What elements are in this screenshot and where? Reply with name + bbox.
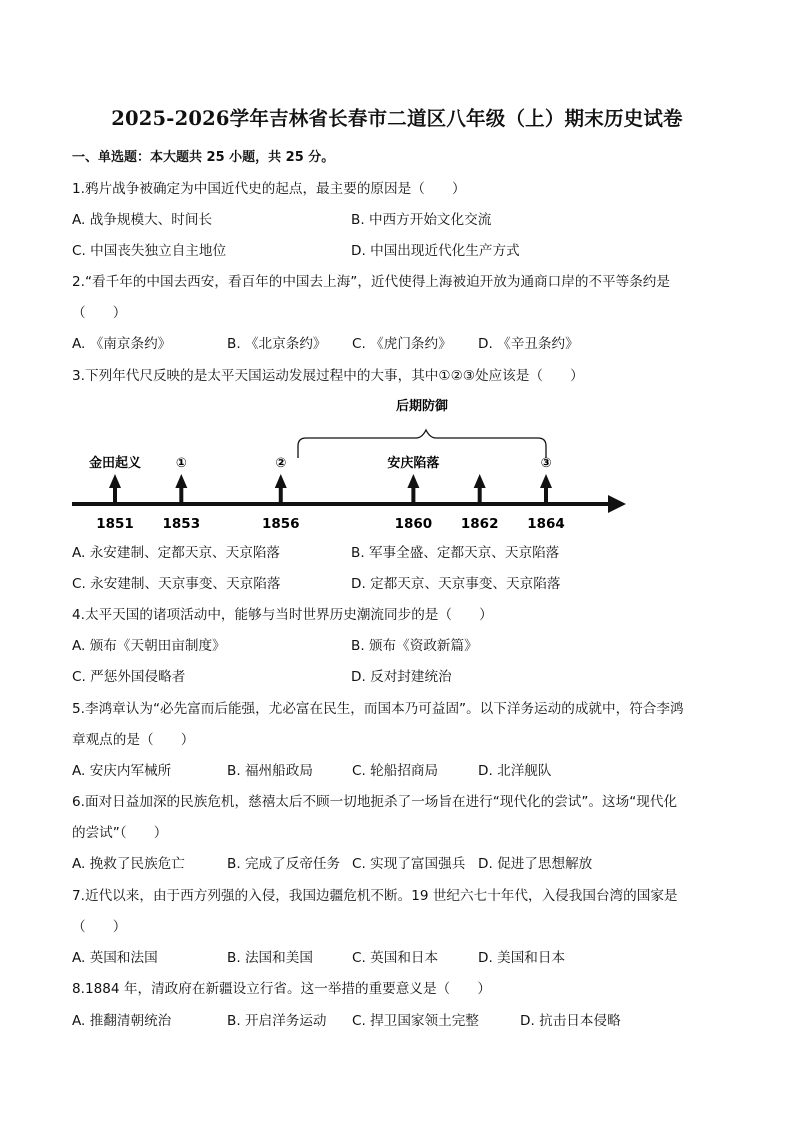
q4-option-a: A. 颁布《天朝田亩制度》: [72, 638, 226, 654]
timeline-year-label: 1864: [527, 516, 565, 532]
q6-option-a: A. 挽救了民族危亡: [72, 856, 185, 872]
question-7-stem-cont: （ ）: [72, 919, 127, 935]
q8-option-d: D. 抗击日本侵略: [520, 1013, 621, 1029]
q5-option-c: C. 轮船招商局: [352, 763, 439, 779]
timeline-marker-arrow: [175, 474, 187, 488]
timeline-year-label: 1851: [96, 516, 134, 532]
question-7-stem: 7.近代以来，由于西方列强的入侵，我国边疆危机不断。19 世纪六七十年代，入侵我国台湾的国家是: [72, 888, 678, 904]
timeline-marker-stem: [113, 486, 117, 504]
timeline-arrowhead: [608, 495, 626, 513]
q6-option-b: B. 完成了反帝任务: [227, 856, 341, 872]
timeline-event-label: 金田起义: [88, 456, 142, 471]
timeline-event-label: ③: [540, 456, 552, 471]
q4-option-d: D. 反对封建统治: [351, 669, 452, 685]
timeline-year-label: 1853: [162, 516, 201, 532]
timeline-event-label: ②: [275, 456, 287, 471]
q7-option-d: D. 美国和日本: [478, 950, 566, 966]
question-3-stem: 3.下列年代尺反映的是太平天国运动发展过程中的大事，其中①②③处应该是（ ）: [72, 368, 584, 384]
timeline-marker-stem: [478, 486, 482, 504]
timeline-marker-stem: [279, 486, 283, 504]
question-6-stem-cont: 的尝试”（ ）: [72, 825, 168, 841]
q6-option-d: D. 促进了思想解放: [478, 856, 593, 872]
timeline-year-label: 1862: [460, 516, 499, 532]
q1-option-c: C. 中国丧失独立自主地位: [72, 243, 227, 259]
timeline-event-label: ①: [175, 456, 187, 471]
q1-option-b: B. 中西方开始文化交流: [351, 212, 492, 228]
timeline-marker-arrow: [109, 474, 121, 488]
question-5-stem-cont: 章观点的是（ ）: [72, 732, 195, 748]
q2-option-c: C. 《虎门条约》: [352, 336, 452, 352]
q8-option-a: A. 推翻清朝统治: [72, 1013, 172, 1029]
q5-option-b: B. 福州船政局: [227, 763, 313, 779]
q7-option-b: B. 法国和美国: [227, 950, 313, 966]
q8-option-b: B. 开启洋务运动: [227, 1013, 327, 1029]
timeline-marker-stem: [544, 486, 548, 504]
timeline-event-label: 安庆陷落: [387, 456, 440, 471]
question-1-stem: 1.鸦片战争被确定为中国近代史的起点，最主要的原因是（ ）: [72, 181, 466, 197]
question-8-stem: 8.1884 年，清政府在新疆设立行省。这一举措的重要意义是（ ）: [72, 981, 491, 997]
q3-option-b: B. 军事全盛、定都天京、天京陷落: [351, 545, 560, 561]
question-2-stem-cont: （ ）: [72, 305, 127, 321]
timeline-marker-arrow: [275, 474, 287, 488]
q5-option-d: D. 北洋舰队: [478, 763, 552, 779]
q2-option-d: D. 《辛丑条约》: [478, 336, 579, 352]
q4-option-c: C. 严惩外国侵略者: [72, 669, 186, 685]
timeline-year-label: 1856: [261, 516, 300, 532]
q2-option-b: B. 《北京条约》: [227, 336, 327, 352]
timeline-marker-arrow: [474, 474, 486, 488]
q7-option-a: A. 英国和法国: [72, 950, 158, 966]
question-4-stem: 4.太平天国的诸项活动中，能够与当时世界历史潮流同步的是（ ）: [72, 607, 493, 623]
timeline-marker-stem: [411, 486, 415, 504]
q5-option-a: A. 安庆内军械所: [72, 763, 172, 779]
page-title: 2025-2026学年吉林省长春市二道区八年级（上）期末历史试卷: [111, 107, 683, 130]
q1-option-a: A. 战争规模大、时间长: [72, 212, 213, 228]
q1-option-d: D. 中国出现近代化生产方式: [351, 243, 520, 259]
question-2-stem: 2.“看千年的中国去西安，看百年的中国去上海”，近代使得上海被迫开放为通商口岸的不平等条约是: [72, 274, 670, 290]
q7-option-c: C. 英国和日本: [352, 950, 439, 966]
timeline-marker-arrow: [407, 474, 419, 488]
q4-option-b: B. 颁布《资政新篇》: [351, 638, 478, 654]
timeline-brace: [298, 430, 546, 458]
q3-option-d: D. 定都天京、天京事变、天京陷落: [351, 576, 561, 592]
timeline-brace-label: 后期防御: [395, 399, 449, 414]
section-heading: 一、单选题：本大题共 25 小题，共 25 分。: [72, 150, 335, 165]
taiping-timeline: [60, 390, 640, 535]
q3-option-c: C. 永安建制、天京事变、天京陷落: [72, 576, 281, 592]
q6-option-c: C. 实现了富国强兵: [352, 856, 466, 872]
q8-option-c: C. 捍卫国家领土完整: [352, 1013, 479, 1029]
question-6-stem: 6.面对日益加深的民族危机，慈禧太后不顾一切地扼杀了一场旨在进行“现代化的尝试”。这场“现代化: [72, 794, 678, 810]
timeline-marker-arrow: [540, 474, 552, 488]
timeline-year-label: 1860: [394, 516, 433, 532]
question-5-stem: 5.李鸿章认为“必先富而后能强，尤必富在民生，而国本乃可益固”。以下洋务运动的成就中，符合李鸿: [72, 701, 684, 717]
q3-option-a: A. 永安建制、定都天京、天京陷落: [72, 545, 281, 561]
timeline-marker-stem: [179, 486, 183, 504]
q2-option-a: A. 《南京条约》: [72, 336, 172, 352]
